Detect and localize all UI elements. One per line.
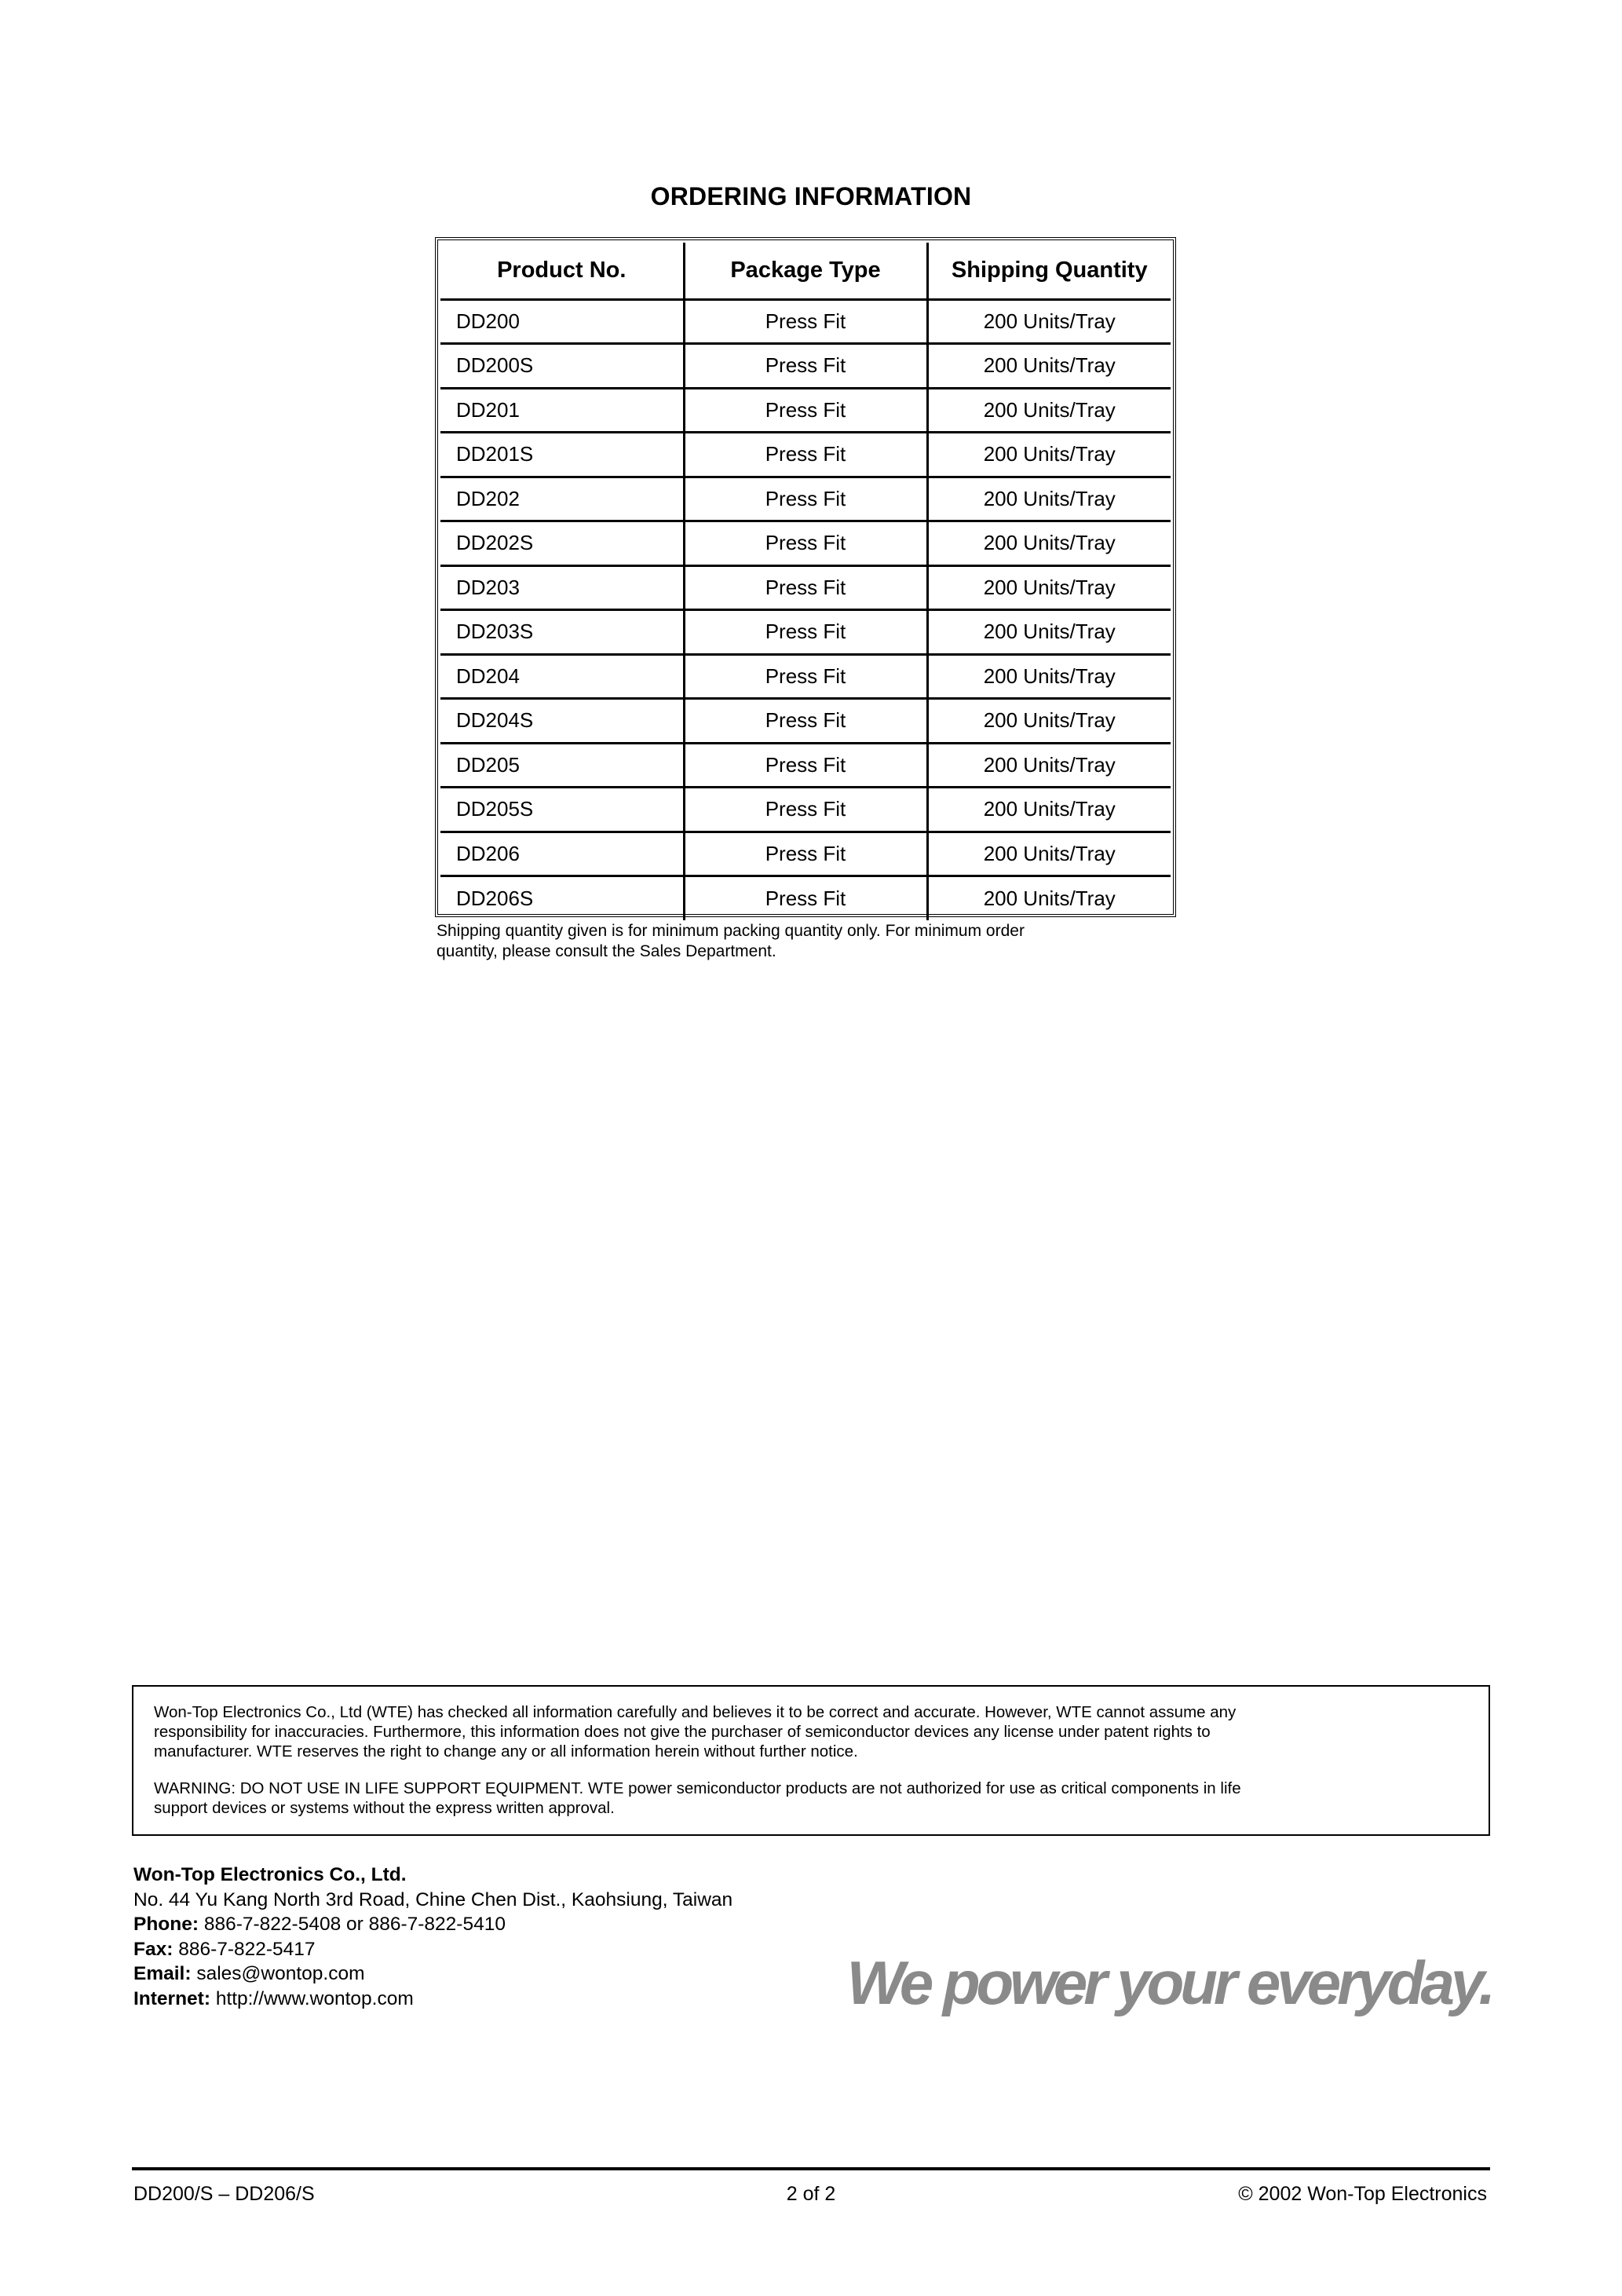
fax-line [133, 1937, 732, 1962]
package-type-cell: Press Fit [684, 788, 927, 832]
product-no-cell: DD205S [440, 788, 684, 832]
shipping-quantity-cell: 200 Units/Tray [927, 477, 1171, 521]
table-row [440, 654, 1171, 699]
table-row [440, 876, 1171, 921]
package-type-cell: Press Fit [684, 388, 927, 433]
product-no-cell: DD202 [440, 477, 684, 521]
shipping-quantity-cell: 200 Units/Tray [927, 788, 1171, 832]
product-no-cell: DD204S [440, 699, 684, 744]
phone-label: Phone: [133, 1914, 199, 1935]
package-type-cell: Press Fit [684, 610, 927, 655]
phone-line [133, 1912, 732, 1937]
company-slogan: We power your everyday. [846, 1948, 1492, 2017]
header-product-no: Product No. [440, 243, 684, 299]
package-type-cell: Press Fit [684, 565, 927, 610]
package-type-cell: Press Fit [684, 521, 927, 566]
footer-divider [132, 2167, 1490, 2170]
phone-value: 886-7-822-5408 or 886-7-822-5410 [203, 1914, 506, 1935]
table-row [440, 743, 1171, 788]
footer-part-range: DD200/S – DD206/S [133, 2183, 315, 2205]
shipping-quantity-cell: 200 Units/Tray [927, 743, 1171, 788]
shipping-quantity-cell: 200 Units/Tray [927, 344, 1171, 389]
package-type-cell: Press Fit [684, 743, 927, 788]
warning-label: WARNING [154, 1779, 232, 1797]
package-type-cell: Press Fit [684, 433, 927, 477]
shipping-quantity-cell: 200 Units/Tray [927, 565, 1171, 610]
product-no-cell: DD201S [440, 433, 684, 477]
package-type-cell: Press Fit [684, 832, 927, 876]
shipping-quantity-cell: 200 Units/Tray [927, 876, 1171, 921]
website-link[interactable]: http://www.wontop.com [215, 1987, 414, 2009]
footer-copyright: © 2002 Won-Top Electronics [1238, 2183, 1487, 2205]
product-no-cell: DD205 [440, 743, 684, 788]
company-contact-block [133, 1863, 732, 2011]
disclaimer-line: manufacturer. WTE reserves the right to change any or all information herein without further notice. [154, 1742, 858, 1760]
table-row [440, 521, 1171, 566]
table-row [440, 477, 1171, 521]
product-no-cell: DD200S [440, 344, 684, 389]
product-no-cell: DD203S [440, 610, 684, 655]
product-no-cell: DD206 [440, 832, 684, 876]
company-name: Won-Top Electronics Co., Ltd. [133, 1864, 407, 1885]
package-type-cell: Press Fit [684, 699, 927, 744]
table-row [440, 299, 1171, 344]
disclaimer-line: Won-Top Electronics Co., Ltd (WTE) has checked all information carefully and believes it to be correct and accurate. However, WTE cannot assume any [154, 1703, 1237, 1721]
disclaimer-text [154, 1702, 1468, 1761]
package-type-cell: Press Fit [684, 876, 927, 921]
shipping-quantity-cell: 200 Units/Tray [927, 388, 1171, 433]
package-type-cell: Press Fit [684, 299, 927, 344]
fax-value: 886-7-822-5417 [178, 1938, 316, 1960]
ordering-table-frame [435, 237, 1176, 917]
table-footnote-line: Shipping quantity given is for minimum packing quantity only. For minimum order [437, 922, 1025, 940]
table-footnote-line: quantity, please consult the Sales Department. [437, 942, 776, 960]
table-row [440, 699, 1171, 744]
email-line [133, 1961, 732, 1987]
shipping-quantity-cell: 200 Units/Tray [927, 299, 1171, 344]
warning-text [154, 1779, 1468, 1818]
table-row [440, 344, 1171, 389]
table-row [440, 433, 1171, 477]
fax-label: Fax: [133, 1938, 174, 1960]
shipping-quantity-cell: 200 Units/Tray [927, 832, 1171, 876]
product-no-cell: DD203 [440, 565, 684, 610]
table-footnote [437, 921, 1174, 962]
header-shipping-quantity: Shipping Quantity [927, 243, 1171, 299]
product-no-cell: DD202S [440, 521, 684, 566]
product-no-cell: DD204 [440, 654, 684, 699]
product-no-cell: DD200 [440, 299, 684, 344]
table-row [440, 388, 1171, 433]
ordering-table [440, 243, 1171, 920]
table-row [440, 788, 1171, 832]
shipping-quantity-cell: 200 Units/Tray [927, 433, 1171, 477]
company-address: No. 44 Yu Kang North 3rd Road, Chine Chen Dist., Kaohsiung, Taiwan [133, 1888, 733, 1910]
shipping-quantity-cell: 200 Units/Tray [927, 699, 1171, 744]
shipping-quantity-cell: 200 Units/Tray [927, 521, 1171, 566]
table-row [440, 565, 1171, 610]
internet-label: Internet: [133, 1987, 210, 2009]
warning-line: support devices or systems without the express written approval. [154, 1799, 615, 1817]
package-type-cell: Press Fit [684, 654, 927, 699]
table-header-row [440, 243, 1171, 299]
package-type-cell: Press Fit [684, 477, 927, 521]
internet-line [133, 1987, 732, 2012]
table-row [440, 610, 1171, 655]
package-type-cell: Press Fit [684, 344, 927, 389]
email-link[interactable]: sales@wontop.com [196, 1963, 365, 1984]
warning-line: : DO NOT USE IN LIFE SUPPORT EQUIPMENT. WTE power semiconductor products are not authorized for use as critical components in life [231, 1779, 1241, 1797]
section-title: ORDERING INFORMATION [650, 182, 972, 210]
shipping-quantity-cell: 200 Units/Tray [927, 654, 1171, 699]
email-label: Email: [133, 1963, 192, 1984]
shipping-quantity-cell: 200 Units/Tray [927, 610, 1171, 655]
disclaimer-box [132, 1685, 1490, 1836]
header-package-type: Package Type [684, 243, 927, 299]
disclaimer-line: responsibility for inaccuracies. Furthermore, this information does not give the purchaser of semiconductor devices any license under patent rights to [154, 1723, 1211, 1741]
table-row [440, 832, 1171, 876]
product-no-cell: DD201 [440, 388, 684, 433]
product-no-cell: DD206S [440, 876, 684, 921]
footer-page-number: 2 of 2 [786, 2183, 836, 2205]
